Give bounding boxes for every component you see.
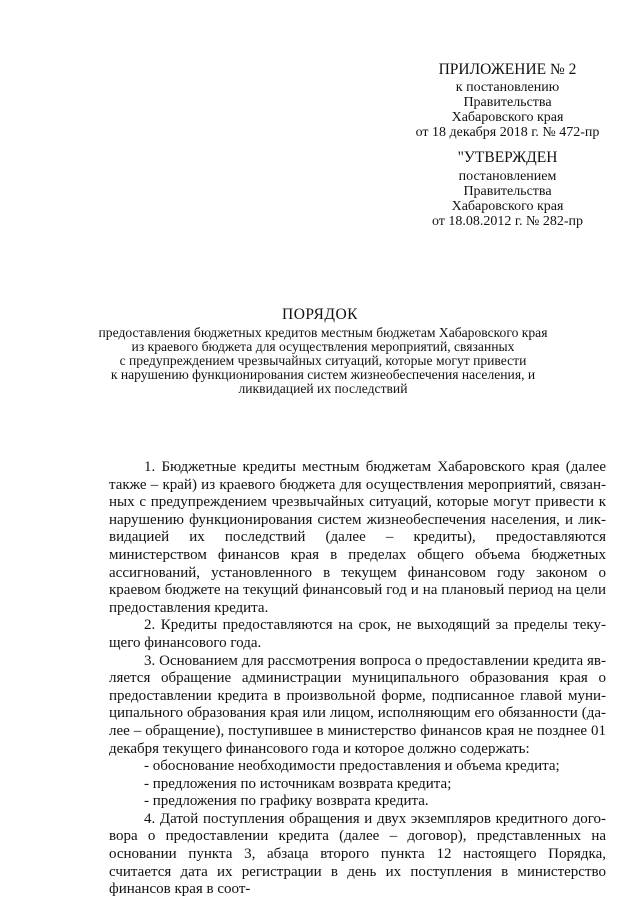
paragraph-1: 1. Бюджетные кредиты местным бюджетам Хабаровского края (далее также – край) из краевого бюджета для осуществления мероприятий, связанных с предупреждением чрезвычайных ситуаций, которые могут привести к нарушению функционирования систем жизнеобеспечения населения, и ликвидацией их последствий (далее – кредиты), предоставляются министерством финансов края в пределах общего объема бюджетных ассигнований, установленного в текущем финансовом году законом о краевом бюджете на текущий финансовый год и на плановый период на цели предоставления кредита.: [109, 459, 606, 616]
annex-line-3: Хабаровского края: [451, 110, 564, 125]
annex-header: [395, 62, 620, 140]
annex-line-1: к постановлению: [455, 80, 560, 95]
approved-stamp: [395, 150, 620, 229]
annex-line-2: Правительства: [463, 95, 552, 110]
approved-line-1: постановлением: [458, 169, 557, 184]
document-body: [109, 459, 606, 899]
subtitle-line: из краевого бюджета для осуществления мероприятий, связанных: [131, 339, 515, 354]
subtitle-line: предоставления бюджетных кредитов местным бюджетам Хабаровского края: [98, 325, 548, 340]
list-item: - обоснование необходимости предоставления и объема кредита;: [144, 758, 560, 775]
approved-title: "УТВЕРЖДЕН: [457, 149, 558, 166]
subtitle-line: ликвидацией их последствий: [238, 381, 408, 396]
annex-title: ПРИЛОЖЕНИЕ № 2: [438, 61, 577, 78]
paragraph-4: 4. Датой поступления обращения и двух экземпляров кредитного договора о предоставлении кредита (далее – договор), представленных на основании пункта 3, абзаца второго пункта 12 настоящего Порядка, считается дата их регистрации в день их поступления в министерство финансов края в соот-: [109, 810, 606, 898]
approved-line-3: Хабаровского края: [451, 199, 564, 214]
paragraph-2: 2. Кредиты предоставляются на срок, не выходящий за пределы текущего финансового года.: [109, 617, 606, 651]
approved-line-4: от 18.08.2012 г. № 282-пр: [431, 214, 584, 229]
list-item: - предложения по источникам возврата кредита;: [144, 775, 452, 792]
subtitle-line: к нарушению функционирования систем жизнеобеспечения населения, и: [110, 367, 536, 382]
list-item: - предложения по графику возврата кредита.: [144, 793, 429, 810]
approved-line-2: Правительства: [463, 184, 552, 199]
subtitle-line: с предупреждением чрезвычайных ситуаций, которые могут привести: [119, 353, 527, 368]
paragraph-3: 3. Основанием для рассмотрения вопроса о предоставлении кредита является обращение администрации муниципального образования края о предоставлении кредита в произвольной форме, подписанное главой муниципального образования края или лицом, исполняющим его обязанности (далее – обращение), поступившее в министерство финансов края не позднее 01 декабря текущего финансового года и которое должно содержать:: [109, 652, 606, 757]
document-subtitle: [88, 326, 558, 396]
annex-line-4: от 18 декабря 2018 г. № 472-пр: [415, 125, 600, 140]
document-title: ПОРЯДОК: [282, 306, 358, 323]
